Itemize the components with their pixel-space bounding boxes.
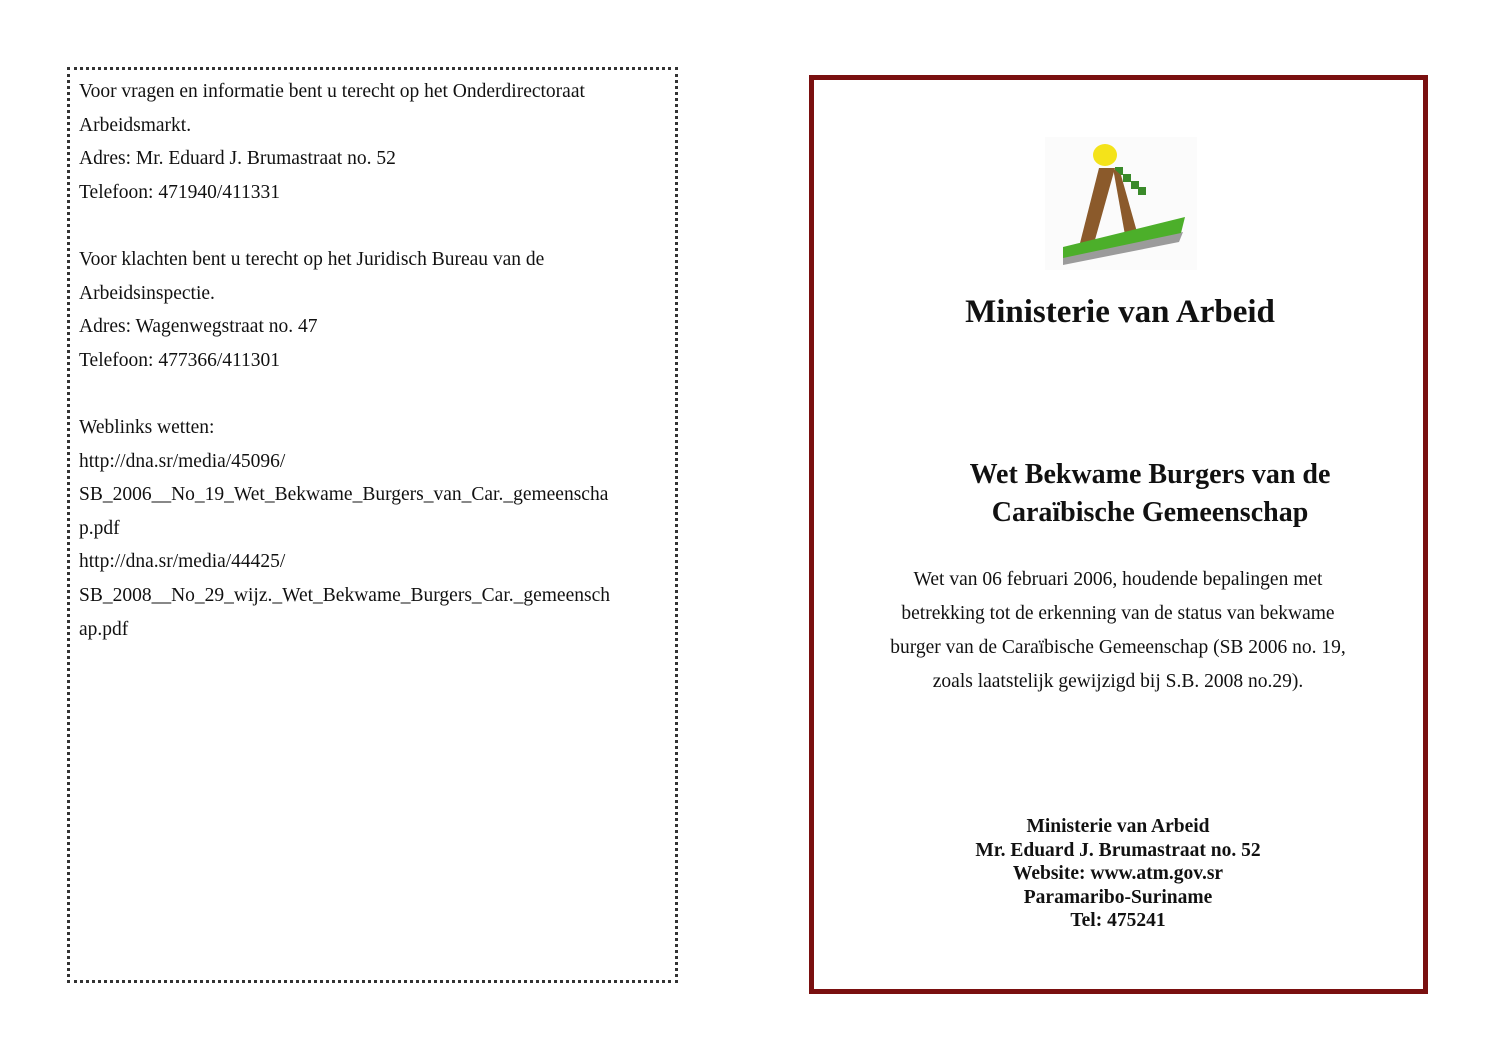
info-line: Voor vragen en informatie bent u terecht op het Onderdirectoraat bbox=[79, 81, 585, 102]
law-description-line: Wet van 06 februari 2006, houdende bepalingen met bbox=[913, 569, 1323, 590]
contact-block bbox=[870, 815, 1366, 933]
contact-line: Website: www.atm.gov.sr bbox=[1012, 863, 1224, 884]
info-line: Arbeidsmarkt. bbox=[79, 114, 192, 136]
law-description-line: zoals laatstelijk gewijzigd bij S.B. 2008 no.29). bbox=[932, 671, 1304, 692]
info-line: Telefoon: 477366/411301 bbox=[79, 349, 281, 371]
info-line: Weblinks wetten: bbox=[79, 416, 215, 438]
info-line: Adres: Wagenwegstraat no. 47 bbox=[79, 316, 318, 338]
info-text bbox=[79, 75, 669, 646]
contact-line: Paramaribo-Suriname bbox=[1023, 886, 1213, 908]
weblink-line: ap.pdf bbox=[79, 618, 129, 640]
weblink-line: SB_2008__No_29_wijz._Wet_Bekwame_Burgers_Car._gemeensch bbox=[79, 584, 610, 606]
law-title-line: Caraïbische Gemeenschap bbox=[991, 497, 1309, 528]
info-line: Telefoon: 471940/411331 bbox=[79, 181, 281, 203]
law-description-line: betrekking tot de erkenning van de status van bekwame bbox=[901, 603, 1335, 624]
contact-line: Mr. Eduard J. Brumastraat no. 52 bbox=[975, 839, 1261, 861]
info-line: Adres: Mr. Eduard J. Brumastraat no. 52 bbox=[79, 148, 396, 170]
weblink-line: SB_2006__No_19_Wet_Bekwame_Burgers_van_Car._gemeenscha bbox=[79, 484, 609, 506]
law-description bbox=[840, 563, 1396, 699]
contact-line: Tel: 475241 bbox=[1070, 910, 1166, 931]
blank-line bbox=[79, 377, 669, 411]
info-line: Arbeidsinspectie. bbox=[79, 282, 215, 304]
weblink-line: http://dna.sr/media/45096/ bbox=[79, 450, 286, 472]
law-title bbox=[900, 456, 1400, 532]
ministry-of-labour-logo bbox=[1045, 137, 1197, 270]
info-panel bbox=[67, 67, 678, 983]
law-description-line: burger van de Caraïbische Gemeenschap (SB 2006 no. 19, bbox=[890, 637, 1346, 658]
weblink-line: http://dna.sr/media/44425/ bbox=[79, 551, 286, 573]
contact-line: Ministerie van Arbeid bbox=[1026, 816, 1210, 837]
ministry-title: Ministerie van Arbeid bbox=[965, 294, 1275, 330]
info-line: Voor klachten bent u terecht op het Juridisch Bureau van de bbox=[79, 248, 545, 270]
law-title-line: Wet Bekwame Burgers van de bbox=[969, 459, 1331, 490]
blank-line bbox=[79, 209, 669, 243]
weblink-line: p.pdf bbox=[79, 517, 120, 539]
